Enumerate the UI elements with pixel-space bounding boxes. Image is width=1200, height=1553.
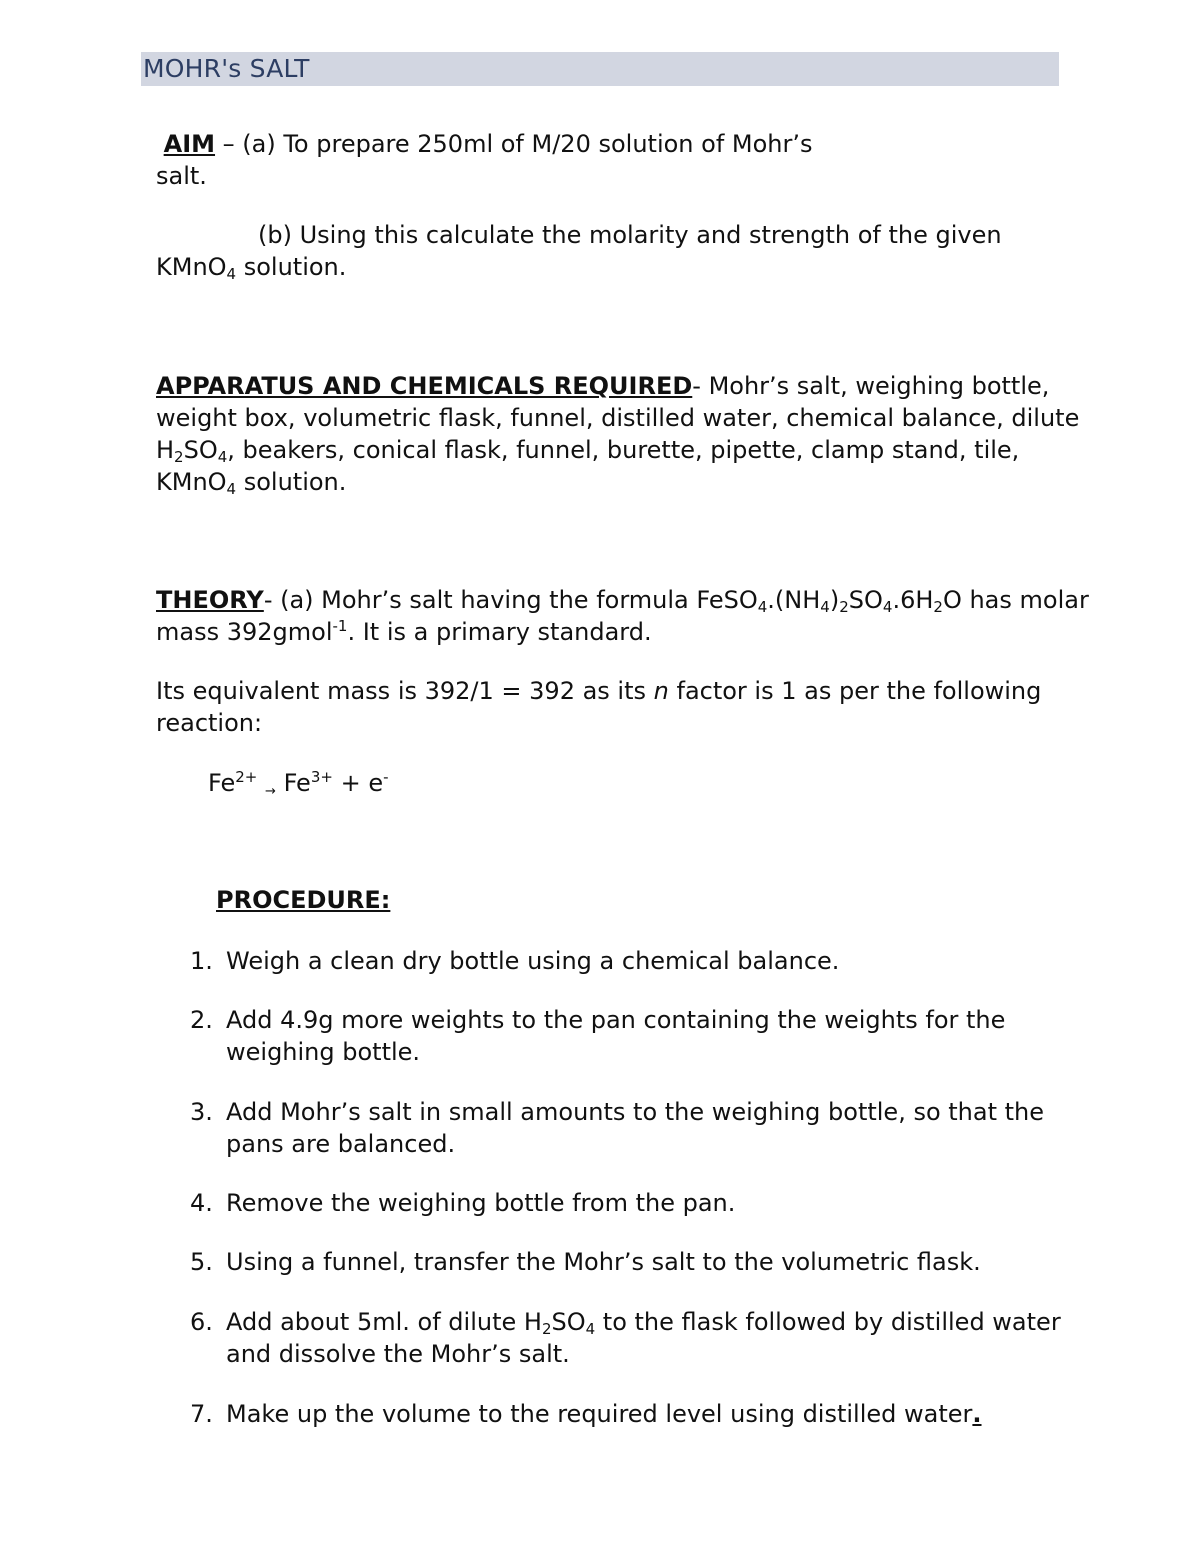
step-number: 6. <box>190 1308 213 1336</box>
step-text-continued: pans are balanced. <box>226 1130 456 1158</box>
arrow-icon: → <box>265 784 276 799</box>
document-title: MOHR's SALT <box>143 54 310 83</box>
subscript: 2 <box>541 1320 552 1338</box>
apparatus-line-1 <box>156 370 1049 402</box>
superscript: 2+ <box>235 768 258 786</box>
subscript: 4 <box>820 598 830 616</box>
subscript: 2 <box>174 448 184 466</box>
apparatus-line-2: weight box, volumetric flask, funnel, distilled water, chemical balance, dilute <box>156 404 1080 432</box>
theory-line-2 <box>156 616 652 648</box>
procedure-step <box>190 1187 735 1219</box>
step-text: Add 4.9g more weights to the pan containing the weights for the <box>226 1006 1006 1034</box>
theory-text: Its equivalent mass is 392/1 = 392 as its <box>156 677 654 705</box>
reaction-text: + e <box>332 769 384 797</box>
aim-part-b-end: solution. <box>236 253 347 281</box>
step-number: 2. <box>190 1006 213 1034</box>
n-factor-symbol: n <box>653 677 669 705</box>
step-text-continued: and dissolve the Mohr’s salt. <box>226 1340 570 1368</box>
theory-text: - (a) Mohr’s salt having the formula FeSO <box>263 586 758 614</box>
aim-line-2: salt. <box>156 162 207 190</box>
superscript: - <box>383 768 389 786</box>
step-number: 1. <box>190 947 213 975</box>
apparatus-text-3: , beakers, conical flask, funnel, burette, pipette, clamp stand, tile, <box>227 436 1020 464</box>
procedure-step <box>190 1306 1061 1370</box>
step-text-continued: weighing bottle. <box>226 1038 421 1066</box>
formula-so: SO <box>183 436 218 464</box>
apparatus-line-4 <box>156 466 346 498</box>
step-text: Make up the volume to the required level using distilled water <box>226 1400 973 1428</box>
step-number: 7. <box>190 1400 213 1428</box>
reaction-equation <box>208 767 389 808</box>
theory-text: .(NH <box>767 586 821 614</box>
theory-text: SO <box>848 586 883 614</box>
formula-kmno: KMnO <box>156 468 227 496</box>
theory-label: THEORY <box>156 586 264 614</box>
apparatus-text-1: - Mohr’s salt, weighing bottle, <box>692 372 1050 400</box>
subscript: 4 <box>226 480 237 498</box>
procedure-step <box>190 1246 981 1278</box>
aim-part-b-line-1: (b) Using this calculate the molarity and strength of the given <box>258 221 1002 249</box>
step-number: 5. <box>190 1248 213 1276</box>
apparatus-label: APPARATUS AND CHEMICALS REQUIRED <box>156 372 693 400</box>
subscript: 4 <box>226 265 237 283</box>
step-number: 3. <box>190 1098 213 1126</box>
reaction-text: Fe <box>208 769 236 797</box>
formula-kmno: KMnO <box>156 253 227 281</box>
apparatus-text-4: solution. <box>236 468 347 496</box>
formula-h: H <box>156 436 175 464</box>
aim-line-1 <box>156 128 813 160</box>
subscript: 4 <box>882 598 893 616</box>
step-text: to the flask followed by distilled water <box>595 1308 1061 1336</box>
step-text: Remove the weighing bottle from the pan. <box>226 1189 736 1217</box>
procedure-step <box>190 1398 982 1430</box>
subscript: 4 <box>585 1320 596 1338</box>
procedure-heading: PROCEDURE: <box>216 886 391 914</box>
step-text: SO <box>551 1308 586 1336</box>
step-text: Add about 5ml. of dilute H <box>226 1308 542 1336</box>
superscript: 3+ <box>310 768 333 786</box>
step-text: Using a funnel, transfer the Mohr’s salt to the volumetric flask. <box>226 1248 981 1276</box>
theory-text: ) <box>829 586 840 614</box>
aim-part-a-text: – (a) To prepare 250ml of M/20 solution of Mohr’s <box>215 130 813 158</box>
theory-text: . It is a primary standard. <box>347 618 652 646</box>
theory-text: O has molar <box>942 586 1089 614</box>
procedure-step <box>190 945 839 977</box>
superscript: -1 <box>332 617 348 635</box>
step-text: Weigh a clean dry bottle using a chemical balance. <box>226 947 840 975</box>
equivalent-mass-line-2: reaction: <box>156 709 263 737</box>
step-number: 4. <box>190 1189 213 1217</box>
equivalent-mass-line-1 <box>156 675 1041 707</box>
apparatus-line-3 <box>156 434 1019 466</box>
theory-text: mass 392gmol <box>156 618 333 646</box>
subscript: 2 <box>839 598 849 616</box>
theory-text: .6H <box>892 586 934 614</box>
subscript: 2 <box>933 598 943 616</box>
reaction-text: Fe <box>275 769 311 797</box>
procedure-step <box>190 1004 1005 1068</box>
procedure-step <box>190 1096 1044 1160</box>
aim-label: AIM <box>163 130 216 158</box>
step-end-period: . <box>972 1400 982 1428</box>
theory-line-1 <box>156 584 1089 616</box>
step-text: Add Mohr’s salt in small amounts to the weighing bottle, so that the <box>226 1098 1045 1126</box>
subscript: 4 <box>217 448 228 466</box>
theory-text: factor is 1 as per the following <box>668 677 1042 705</box>
subscript: 4 <box>757 598 768 616</box>
aim-part-b-line-2 <box>156 251 346 283</box>
